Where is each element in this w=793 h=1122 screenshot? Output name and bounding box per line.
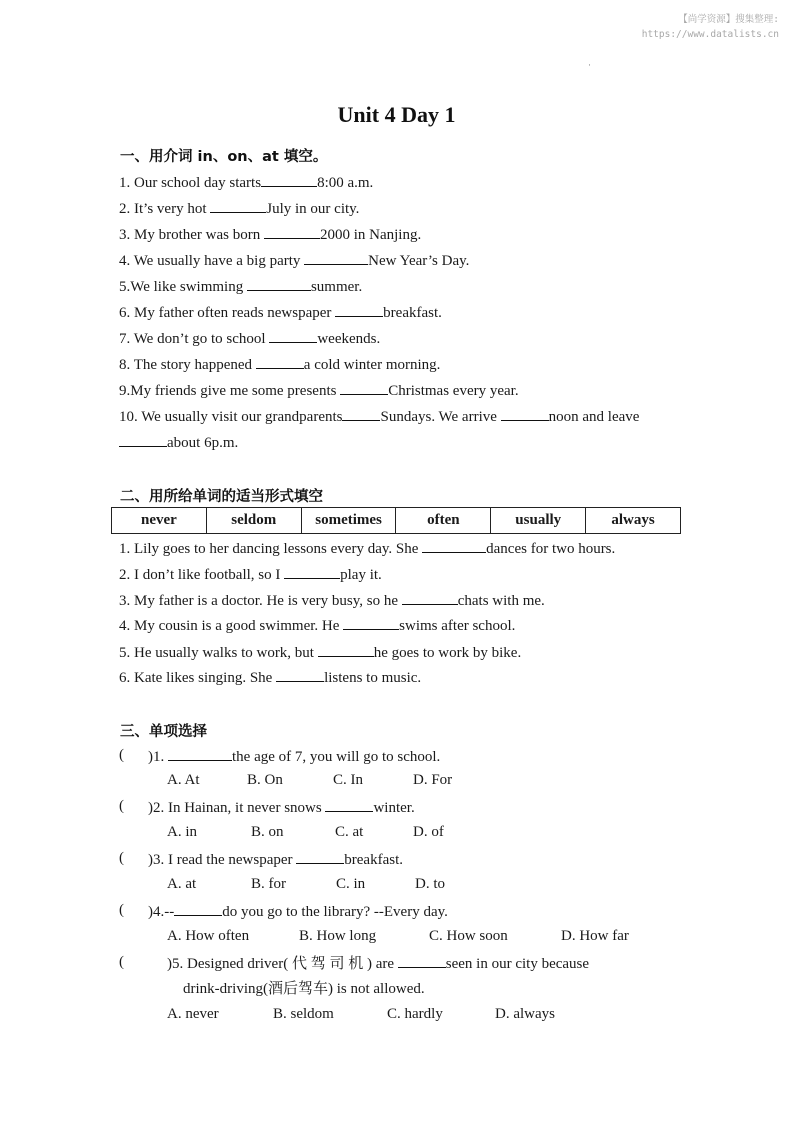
mc-option[interactable]: A. at [167, 876, 197, 892]
word-cell: always [586, 508, 681, 534]
answer-blank[interactable] [325, 798, 373, 812]
watermark-line-2: https://www.datalists.cn [641, 29, 779, 40]
page-title: Unit 4 Day 1 [337, 102, 456, 127]
s2-item-4: 4. My cousin is a good swimmer. He swims after school. [119, 618, 516, 634]
mc-question-4: )4.-- do you go to the library? --Every day. [148, 904, 448, 920]
section2-heading: 二、用所给单词的适当形式填空 [120, 489, 323, 505]
mc-option[interactable]: D. How far [561, 928, 629, 944]
answer-blank[interactable] [284, 565, 340, 579]
answer-paren: ( [119, 747, 124, 763]
mc-question-5: )5. Designed driver( 代 驾 司 机 ) are seen in our city because [167, 956, 590, 972]
mc-option[interactable]: C. hardly [387, 1006, 443, 1022]
answer-blank[interactable] [296, 850, 344, 864]
section3-heading: 三、单项选择 [120, 724, 207, 740]
mc-option[interactable]: D. For [413, 772, 453, 788]
answer-blank[interactable] [276, 668, 324, 682]
s2-item-5: 5. He usually walks to work, but he goes to work by bike. [119, 645, 522, 661]
mc-option[interactable]: A. How often [167, 928, 250, 944]
answer-blank[interactable] [318, 643, 374, 657]
answer-blank[interactable] [304, 251, 368, 265]
answer-blank[interactable] [256, 355, 304, 369]
s1-item-1: 1. Our school day starts 8:00 a.m. [119, 175, 374, 191]
answer-blank[interactable] [501, 407, 549, 421]
mc-option[interactable]: B. On [247, 772, 283, 788]
mc-option[interactable]: A. never [167, 1006, 219, 1022]
word-cell: seldom [206, 508, 301, 534]
s2-item-1: 1. Lily goes to her dancing lessons every day. She dances for two hours. [119, 541, 616, 557]
mc-option[interactable]: D. to [415, 876, 445, 892]
mc-option[interactable]: B. How long [299, 928, 377, 944]
mc-question-5-cont: drink-driving(酒后驾车) is not allowed. [183, 981, 425, 997]
word-cell: sometimes [301, 508, 396, 534]
answer-blank[interactable] [261, 173, 317, 187]
mc-option[interactable]: D. of [413, 824, 444, 840]
word-cell: often [396, 508, 491, 534]
answer-blank[interactable] [269, 329, 317, 343]
answer-blank[interactable] [264, 225, 320, 239]
answer-blank[interactable] [174, 902, 222, 916]
answer-blank[interactable] [402, 591, 458, 605]
answer-blank[interactable] [398, 954, 446, 968]
mc-option[interactable]: D. always [495, 1006, 555, 1022]
mc-option[interactable]: C. In [333, 772, 363, 788]
s1-item-10-cont: about 6p.m. [119, 433, 238, 452]
watermark [642, 12, 779, 42]
answer-paren: ( [119, 798, 124, 814]
s1-item-8: 8. The story happened a cold winter morning. [119, 357, 441, 373]
word-cell: usually [491, 508, 586, 534]
word-cell: never [112, 508, 207, 534]
s2-item-6: 6. Kate likes singing. She listens to music. [119, 670, 422, 686]
s1-item-7: 7. We don’t go to school weekends. [119, 331, 381, 347]
mc-question-1: )1. the age of 7, you will go to school. [148, 749, 441, 765]
answer-blank[interactable] [343, 616, 399, 630]
answer-blank[interactable] [168, 747, 232, 761]
answer-paren: ( [119, 902, 124, 918]
s1-item-3: 3. My brother was born 2000 in Nanjing. [119, 227, 422, 243]
mc-option[interactable]: C. in [336, 876, 366, 892]
s1-item-4: 4. We usually have a big party New Year’s Day. [119, 253, 470, 269]
mc-question-3: )3. I read the newspaper breakfast. [148, 852, 403, 868]
answer-blank[interactable] [422, 539, 486, 553]
word-bank-table [111, 507, 681, 534]
s1-item-2: 2. It’s very hot July in our city. [119, 201, 360, 217]
page-mark: · [588, 60, 591, 70]
answer-blank[interactable] [210, 199, 266, 213]
mc-option[interactable]: B. on [251, 824, 284, 840]
mc-option[interactable]: B. for [251, 876, 286, 892]
s2-item-3: 3. My father is a doctor. He is very busy, so he chats with me. [119, 593, 545, 609]
mc-option[interactable]: A. At [167, 772, 200, 788]
s1-item-6: 6. My father often reads newspaper breakfast. [119, 305, 442, 321]
mc-option[interactable]: C. How soon [429, 928, 508, 944]
mc-option[interactable]: B. seldom [273, 1006, 334, 1022]
answer-blank[interactable] [335, 303, 383, 317]
s1-item-9: 9.My friends give me some presents Christmas every year. [119, 383, 519, 399]
s1-item-5: 5.We like swimming summer. [119, 279, 363, 295]
mc-question-2: )2. In Hainan, it never snows winter. [148, 800, 415, 816]
s1-item-10: 10. We usually visit our grandparents Sundays. We arrive noon and leave [119, 409, 640, 425]
mc-option[interactable]: A. in [167, 824, 197, 840]
section1-heading: 一、用介词 in、on、at 填空。 [120, 149, 328, 165]
mc-option[interactable]: C. at [335, 824, 364, 840]
s2-item-2: 2. I don’t like football, so I play it. [119, 567, 382, 583]
watermark-line-1: 【尚学资源】搜集整理: [678, 14, 779, 25]
answer-blank[interactable] [340, 381, 388, 395]
answer-paren: ( [119, 954, 124, 970]
answer-blank[interactable] [119, 433, 167, 447]
answer-blank[interactable] [342, 407, 380, 421]
answer-paren: ( [119, 850, 124, 866]
answer-blank[interactable] [247, 277, 311, 291]
